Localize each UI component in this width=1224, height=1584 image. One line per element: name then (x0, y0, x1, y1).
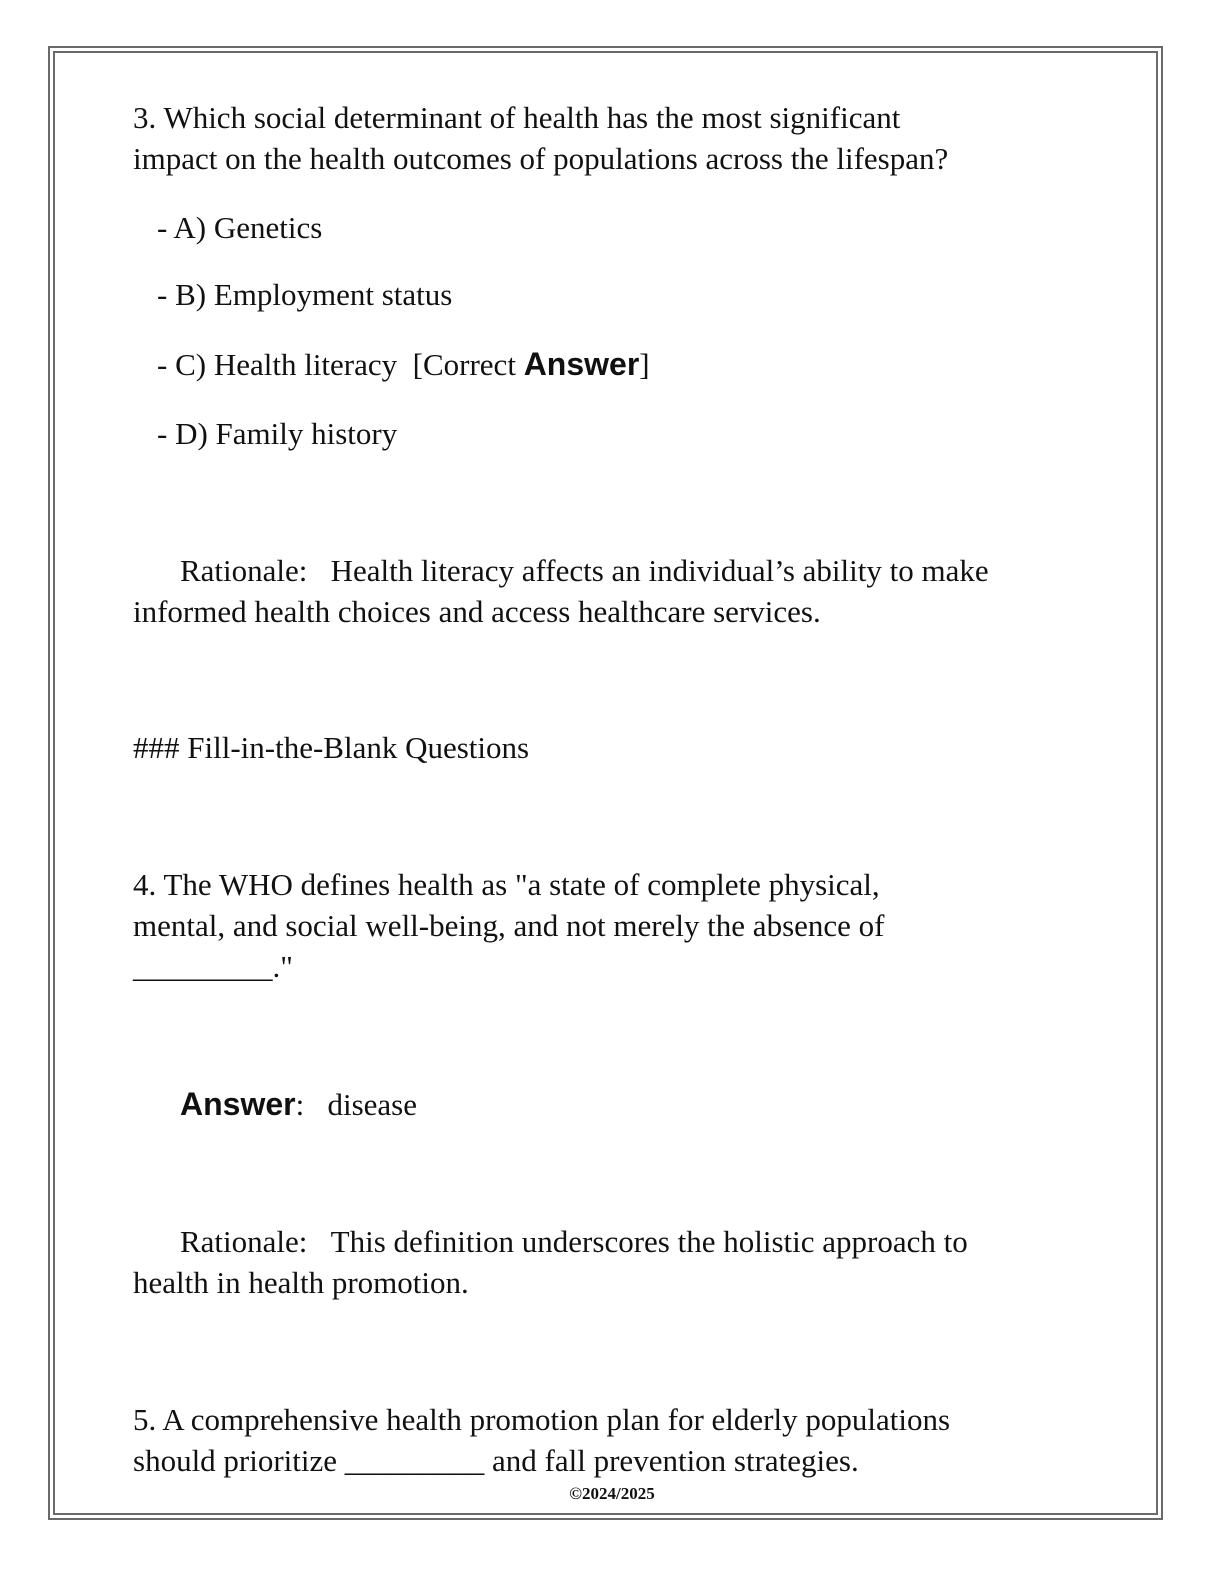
q3-rationale-label: Rationale: (180, 553, 308, 588)
correct-marker-open: [Correct (412, 347, 524, 382)
q3-option-d: - D) Family history (157, 416, 398, 451)
copyright-footer: ©2024/2025 (569, 1484, 655, 1503)
q4-stem-line3: _________." (133, 949, 293, 984)
q3-option-c (157, 344, 650, 385)
q3-option-a: - A) Genetics (157, 210, 323, 245)
q3-rationale-text: Health literacy affects an individual’s ability to make (330, 553, 989, 588)
q3-stem-line2: impact on the health outcomes of populations across the lifespan? (133, 141, 949, 176)
q4-stem-line2: mental, and social well-being, and not merely the absence of (133, 908, 885, 943)
q4-rationale-label: Rationale: (180, 1224, 308, 1259)
q5-stem-line2: should prioritize _________ and fall prevention strategies. (133, 1443, 859, 1478)
q3-rationale-line2: informed health choices and access healthcare services. (133, 594, 821, 629)
correct-marker-close: ] (639, 347, 650, 382)
q4-rationale-line1 (180, 1221, 968, 1262)
q4-answer-label: Answer (180, 1086, 296, 1122)
q4-rationale-text: This definition underscores the holistic approach to (330, 1224, 968, 1259)
q4-stem-line1: 4. The WHO defines health as "a state of complete physical, (133, 867, 880, 902)
q3-option-c-text: - C) Health literacy (157, 347, 398, 382)
q4-answer-value: disease (327, 1087, 417, 1122)
q4-rationale-line2: health in health promotion. (133, 1265, 469, 1300)
q4-answer-line (180, 1084, 417, 1125)
section-heading: ### Fill-in-the-Blank Questions (133, 730, 530, 765)
q3-option-b: - B) Employment status (157, 277, 453, 312)
correct-answer-label: Answer (523, 346, 640, 382)
q3-rationale-line1 (180, 550, 989, 591)
q3-stem-line1: 3. Which social determinant of health has the most significant (133, 100, 901, 135)
q5-stem-line1: 5. A comprehensive health promotion plan for elderly populations (133, 1402, 951, 1437)
q4-answer-colon: : (295, 1087, 305, 1122)
